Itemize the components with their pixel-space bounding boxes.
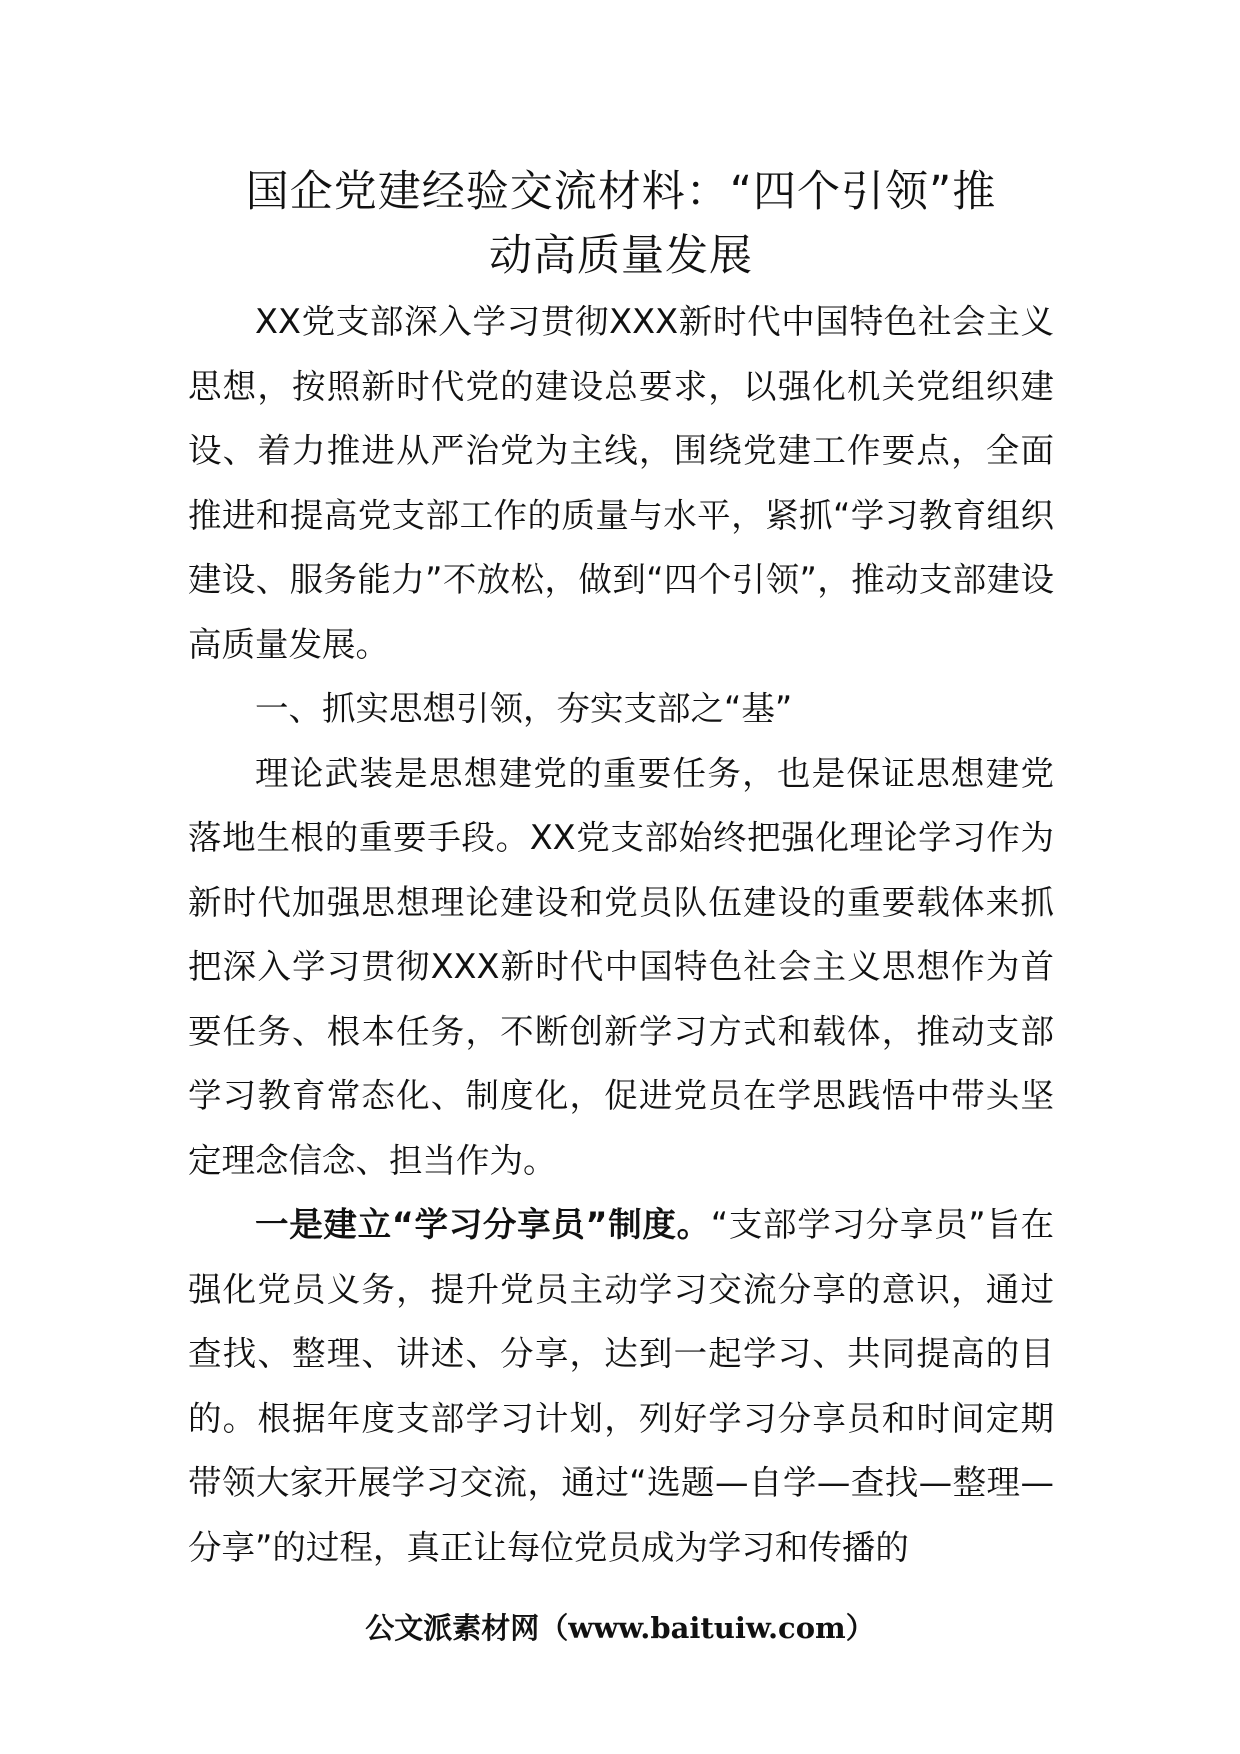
item-1-paragraph bbox=[188, 1193, 1054, 1580]
theory-paragraph: 理论武装是思想建党的重要任务，也是保证思想建党落地生根的重要手段。XX党支部始终把强化理论学习作为新时代加强思想理论建设和党员队伍建设的重要载体来抓把深入学习贯彻XXX新时代中国特色社会主义思想作为首要任务、根本任务，不断创新学习方式和载体，推动支部学习教育常态化、制度化，促进党员在学思践悟中带头坚定理念信念、担当作为。 bbox=[188, 753, 1054, 1180]
title-line-2: 动高质量发展 bbox=[489, 231, 753, 281]
intro-paragraph: XX党支部深入学习贯彻XXX新时代中国特色社会主义思想，按照新时代党的建设总要求，以强化机关党组织建设、着力推进从严治党为主线，围绕党建工作要点，全面推进和提高党支部工作的质量与水平，紧抓“学习教育组织建设、服务能力”不放松，做到“四个引领”，推动支部建设高质量发展。 bbox=[188, 302, 1054, 664]
item-1-body: “支部学习分享员”旨在强化党员义务，提升党员主动学习交流分享的意识，通过查找、整理、讲述、分享，达到一起学习、共同提高的目的。根据年度支部学习计划，列好学习分享员和时间定期带领大家开展学习交流，通过“选题—自学—查找—整理—分享”的过程，真正让每位党员成为学习和传播的 bbox=[188, 1205, 1054, 1567]
title-line-1: 国企党建经验交流材料：“四个引领”推 bbox=[245, 167, 997, 217]
item-1-lead: 一是建立“学习分享员”制度。 bbox=[255, 1205, 711, 1244]
section-heading-1: 一、抓实思想引领，夯实支部之“基” bbox=[255, 689, 793, 728]
document-body bbox=[188, 160, 1054, 1580]
footer-watermark: 公文派素材网（www.baituiw.com） bbox=[365, 1611, 875, 1645]
document-title bbox=[168, 160, 1074, 288]
